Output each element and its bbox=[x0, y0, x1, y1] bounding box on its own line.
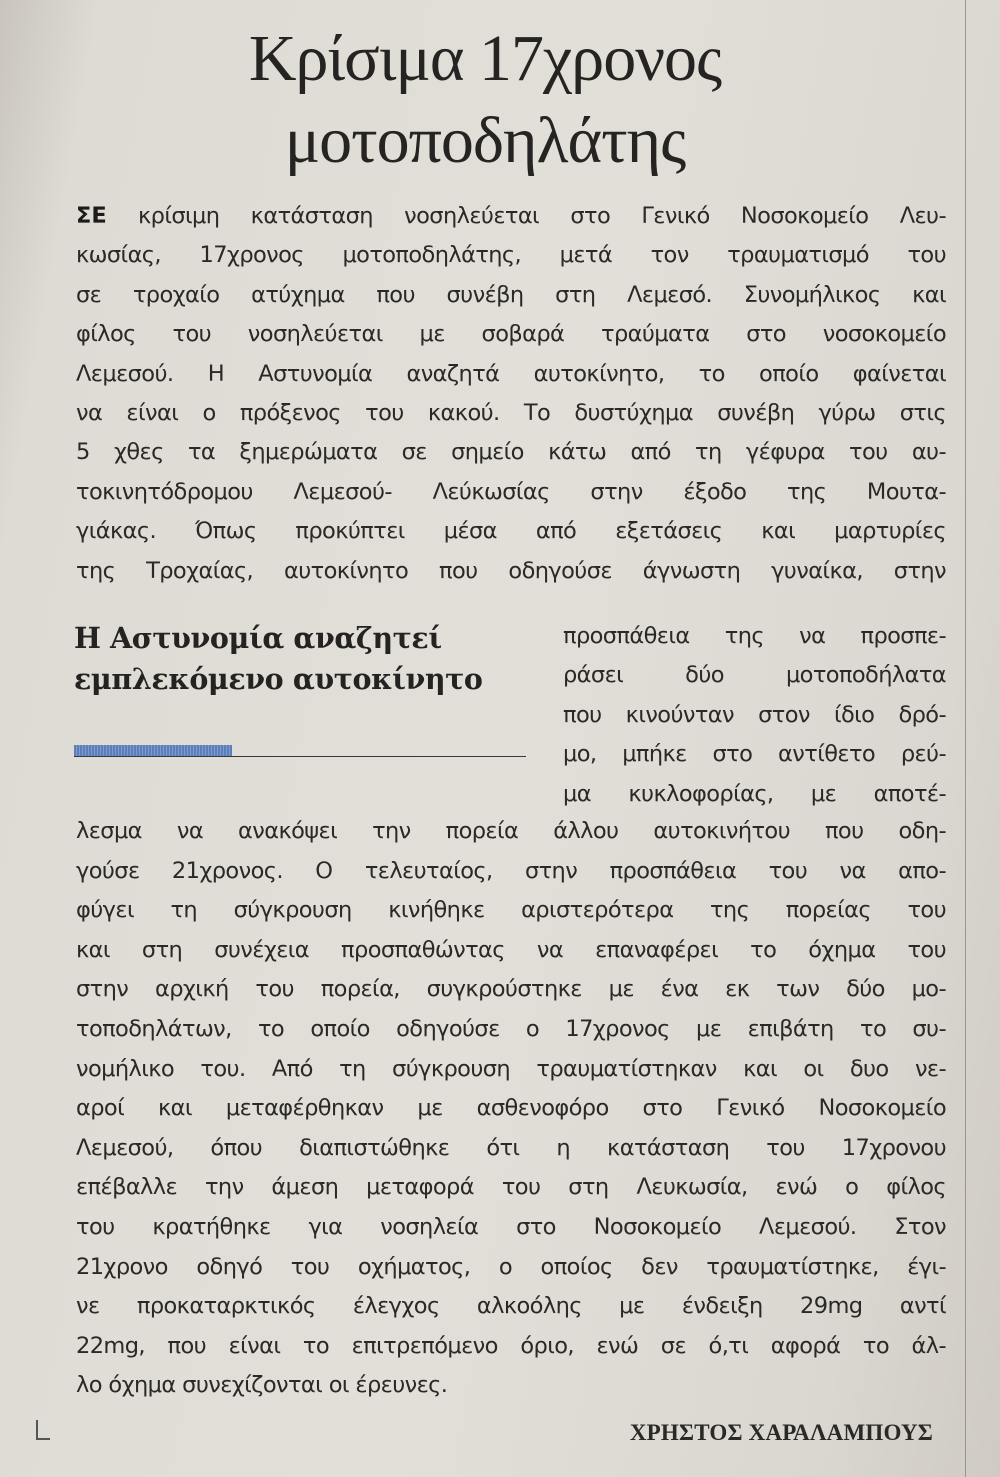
subheading-line-2: εμπλεκόμενο αυτοκίνητο bbox=[74, 662, 483, 696]
article-body-right bbox=[563, 617, 946, 814]
body-line: προσπάθεια της να προσπε- bbox=[563, 623, 946, 649]
body-line: 22mg, που είναι το επιτρεπόμενο όριο, ενώ σε ό,τι αφορά το άλ- bbox=[76, 1332, 946, 1359]
headline-line-2: μοτοποδηλάτης bbox=[284, 104, 686, 177]
subheading-line-1: Η Αστυνομία αναζητεί bbox=[74, 621, 442, 655]
body-line: φίλος του νοσηλεύεται με σοβαρά τραύματα στο νοσοκομείο bbox=[76, 321, 946, 348]
article-body-top bbox=[76, 197, 946, 591]
body-line: 21χρονο οδηγό του οχήματος, ο οποίος δεν τραυματίστηκε, έγι- bbox=[76, 1253, 946, 1280]
body-line: τοποδηλάτων, το οποίο οδηγούσε ο 17χρονος με επιβάτη το συ- bbox=[76, 1015, 946, 1042]
subheading bbox=[74, 618, 544, 700]
column-rule bbox=[965, 0, 966, 1477]
body-line: επέβαλλε την άμεση μεταφορά του στη Λευκωσία, ενώ ο φίλος bbox=[76, 1174, 946, 1201]
body-line: Λεμεσού. Η Αστυνομία αναζητά αυτοκίνητο, το οποίο φαίνεται bbox=[76, 360, 946, 387]
body-line: ράσει δύο μοτοποδήλατα bbox=[563, 662, 946, 689]
article-body-bottom bbox=[76, 812, 946, 1406]
lead-word: ΣΕ bbox=[76, 203, 107, 229]
body-line: και στη συνέχεια προσπαθώντας να επαναφέρει το όχημα του bbox=[76, 936, 946, 963]
body-line: γούσε 21χρονος. Ο τελευταίος, στην προσπάθεια του να απο- bbox=[76, 857, 946, 884]
body-line: τοκινητόδρομου Λεμεσού- Λεύκωσίας στην έξοδο της Μουτα- bbox=[76, 478, 946, 505]
headline bbox=[60, 18, 910, 182]
body-line: νομήλικο του. Από τη σύγκρουση τραυματίστηκαν και οι δυο νε- bbox=[76, 1055, 946, 1082]
subheading-accent-bar bbox=[74, 745, 232, 756]
body-line: του κρατήθηκε για νοσηλεία στο Νοσοκομείο Λεμεσού. Στον bbox=[76, 1213, 946, 1240]
subheading-divider bbox=[74, 756, 526, 757]
body-line: μα κυκλοφορίας, με αποτέ- bbox=[563, 780, 946, 807]
body-line: στην αρχική του πορεία, συγκρούστηκε με ένα εκ των δύο μο- bbox=[76, 976, 946, 1003]
body-line: λεσμα να ανακόψει την πορεία άλλου αυτοκινήτου που οδη- bbox=[76, 818, 946, 844]
body-line: που κινούνταν στον ίδιο δρό- bbox=[563, 701, 946, 728]
body-line: Λεμεσού, όπου διαπιστώθηκε ότι η κατάσταση του 17χρονου bbox=[76, 1134, 946, 1161]
body-line: κωσίας, 17χρονος μοτοποδηλάτης, μετά τον τραυματισμό του bbox=[76, 242, 946, 269]
body-line: νε προκαταρκτικός έλεγχος αλκοόλης με ένδειξη 29mg αντί bbox=[76, 1293, 946, 1320]
corner-crop-mark bbox=[36, 1420, 50, 1440]
headline-line-1: Κρίσιμα 17χρονος bbox=[248, 22, 722, 95]
body-line bbox=[76, 197, 946, 236]
body-line: αροί και μεταφέρθηκαν με ασθενοφόρο στο Γενικό Νοσοκομείο bbox=[76, 1095, 946, 1122]
body-line: φύγει τη σύγκρουση κινήθηκε αριστερότερα της πορείας του bbox=[76, 897, 946, 924]
body-line: γιάκας. Όπως προκύπτει μέσα από εξετάσεις και μαρτυρίες bbox=[76, 518, 946, 545]
body-line: 5 χθες τα ξημερώματα σε σημείο κάτω από τη γέφυρα του αυ- bbox=[76, 439, 946, 466]
body-line-last: λο όχημα συνεχίζονται οι έρευνες. bbox=[76, 1372, 448, 1399]
body-line: μο, μπήκε στο αντίθετο ρεύ- bbox=[563, 741, 946, 768]
body-line: σε τροχαίο ατύχημα που συνέβη στη Λεμεσό. Συνομήλικος και bbox=[76, 281, 946, 308]
body-line: να είναι ο πρόξενος του κακού. Το δυστύχημα συνέβη γύρω στις bbox=[76, 400, 946, 427]
body-line: της Τροχαίας, αυτοκίνητο που οδηγούσε άγνωστη γυναίκα, στην bbox=[76, 557, 946, 584]
body-line-text: κρίσιμη κατάσταση νοσηλεύεται στο Γενικό Νοσοκομείο Λευ- bbox=[106, 203, 946, 229]
byline: ΧΡΗΣΤΟΣ ΧΑΡΑΛΑΜΠΟΥΣ bbox=[629, 1420, 933, 1445]
